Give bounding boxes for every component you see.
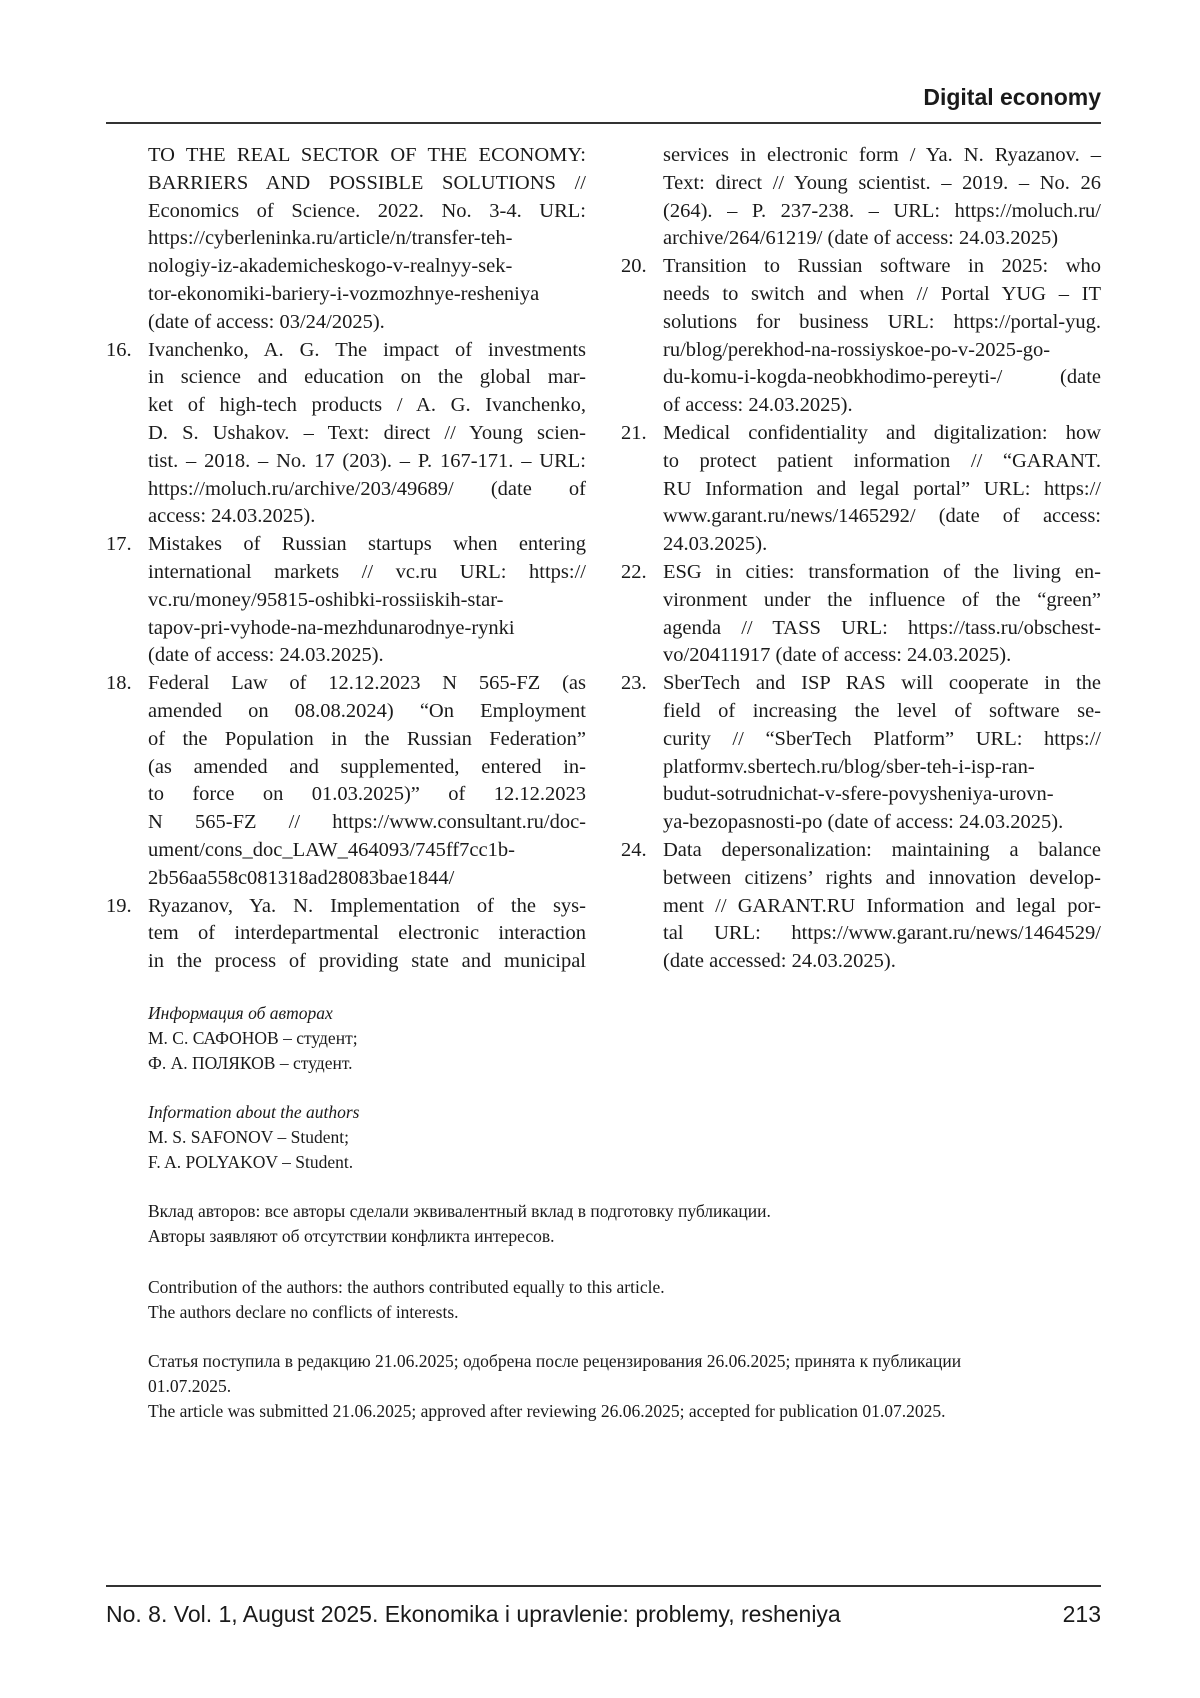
- reference-line: to protect patient information // “GARANT.: [663, 448, 1101, 476]
- reference-item: [621, 670, 1101, 837]
- reference-item: [621, 420, 1101, 559]
- reference-line: Mistakes of Russian startups when entering: [148, 531, 586, 559]
- reference-line: services in electronic form / Ya. N. Ryazanov. –: [663, 142, 1101, 170]
- reference-line: (date accessed: 24.03.2025).: [663, 948, 1101, 976]
- reference-line: ESG in cities: transformation of the living en-: [663, 559, 1101, 587]
- reference-line: RU Information and legal portal” URL: https://: [663, 476, 1101, 504]
- author-ru-1: М. С. САФОНОВ – студент;: [148, 1026, 358, 1051]
- reference-line: solutions for business URL: https://portal-yug.: [663, 309, 1101, 337]
- reference-line: ument/cons_doc_LAW_464093/745ff7cc1b-: [148, 837, 586, 865]
- reference-line: in science and education on the global mar-: [148, 364, 586, 392]
- header-divider: [106, 122, 1101, 124]
- footer-journal: No. 8. Vol. 1, August 2025. Ekonomika i upravlenie: problemy, resheniya: [106, 1601, 841, 1628]
- reference-line: vc.ru/money/95815-oshibki-rossiiskih-star-: [148, 587, 586, 615]
- reference-item: [621, 837, 1101, 976]
- reference-line: platformv.sbertech.ru/blog/sber-teh-i-isp-ran-: [663, 754, 1101, 782]
- contribution-en-line2: The authors declare no conflicts of interests.: [148, 1300, 459, 1325]
- reference-line: needs to switch and when // Portal YUG – IT: [663, 281, 1101, 309]
- reference-line: tem of interdepartmental electronic interaction: [148, 920, 586, 948]
- reference-number: 21.: [621, 420, 647, 448]
- reference-line: tapov-pri-vyhode-na-mezhdunarodnye-rynki: [148, 615, 586, 643]
- reference-line: Ivanchenko, A. G. The impact of investments: [148, 337, 586, 365]
- reference-number: 20.: [621, 253, 647, 281]
- reference-item: [106, 893, 586, 976]
- reference-line: in the process of providing state and municipal: [148, 948, 586, 976]
- reference-line: (date of access: 03/24/2025).: [148, 309, 586, 337]
- reference-line: du-komu-i-kogda-neobkhodimo-pereyti-/ (date: [663, 364, 1101, 392]
- reference-number: 23.: [621, 670, 647, 698]
- author-ru-2: Ф. А. ПОЛЯКОВ – студент.: [148, 1051, 353, 1076]
- reference-line: (264). – P. 237-238. – URL: https://moluch.ru/: [663, 198, 1101, 226]
- reference-line: of the Population in the Russian Federation”: [148, 726, 586, 754]
- reference-line: N 565-FZ // https://www.consultant.ru/doc-: [148, 809, 586, 837]
- reference-line: tor-ekonomiki-bariery-i-vozmozhnye-resheniya: [148, 281, 586, 309]
- contribution-ru-line2: Авторы заявляют об отсутствии конфликта интересов.: [148, 1224, 555, 1249]
- reference-number: 22.: [621, 559, 647, 587]
- reference-line: https://cyberleninka.ru/article/n/transfer-teh-: [148, 225, 586, 253]
- reference-line: vo/20411917 (date of access: 24.03.2025).: [663, 642, 1101, 670]
- reference-number: 18.: [106, 670, 132, 698]
- reference-line: www.garant.ru/news/1465292/ (date of access:: [663, 503, 1101, 531]
- reference-line: ru/blog/perekhod-na-rossiyskoe-po-v-2025-go-: [663, 337, 1101, 365]
- reference-line: SberTech and ISP RAS will cooperate in the: [663, 670, 1101, 698]
- reference-line: Federal Law of 12.12.2023 N 565-FZ (as: [148, 670, 586, 698]
- reference-line: Ryazanov, Ya. N. Implementation of the sys-: [148, 893, 586, 921]
- reference-line: access: 24.03.2025).: [148, 503, 586, 531]
- authors-en-heading: Information about the authors: [148, 1100, 359, 1125]
- reference-line: vironment under the influence of the “green”: [663, 587, 1101, 615]
- reference-line: to force on 01.03.2025)” of 12.12.2023: [148, 781, 586, 809]
- reference-line: budut-sotrudnichat-v-sfere-povysheniya-urovn-: [663, 781, 1101, 809]
- reference-item: [106, 670, 586, 892]
- reference-line: Transition to Russian software in 2025: who: [663, 253, 1101, 281]
- reference-number: 16.: [106, 337, 132, 365]
- references-column-right: [621, 142, 1101, 976]
- reference-line: tist. – 2018. – No. 17 (203). – P. 167-171. – URL:: [148, 448, 586, 476]
- reference-line: archive/264/61219/ (date of access: 24.03.2025): [663, 225, 1101, 253]
- reference-line: ment // GARANT.RU Information and legal por-: [663, 893, 1101, 921]
- reference-line: TO THE REAL SECTOR OF THE ECONOMY:: [148, 142, 586, 170]
- contribution-ru-line1: Вклад авторов: все авторы сделали эквивалентный вклад в подготовку публикации.: [148, 1199, 771, 1224]
- reference-line: of access: 24.03.2025).: [663, 392, 1101, 420]
- dates-en-line: The article was submitted 21.06.2025; approved after reviewing 26.06.2025; accepted for publication 01.07.2025.: [148, 1399, 946, 1424]
- reference-line: tal URL: https://www.garant.ru/news/1464529/: [663, 920, 1101, 948]
- reference-line: 2b56aa558c081318ad28083bae1844/: [148, 865, 586, 893]
- reference-line: Data depersonalization: maintaining a balance: [663, 837, 1101, 865]
- dates-ru-line2: 01.07.2025.: [148, 1374, 231, 1399]
- reference-line: Economics of Science. 2022. No. 3-4. URL:: [148, 198, 586, 226]
- reference-line: amended on 08.08.2024) “On Employment: [148, 698, 586, 726]
- author-en-2: F. A. POLYAKOV – Student.: [148, 1150, 353, 1175]
- reference-item: [106, 531, 586, 670]
- reference-line: Medical confidentiality and digitalization: how: [663, 420, 1101, 448]
- reference-line: international markets // vc.ru URL: https://: [148, 559, 586, 587]
- reference-line: D. S. Ushakov. – Text: direct // Young scien-: [148, 420, 586, 448]
- reference-item: [621, 253, 1101, 420]
- reference-line: (date of access: 24.03.2025).: [148, 642, 586, 670]
- reference-line: ket of high-tech products / A. G. Ivanchenko,: [148, 392, 586, 420]
- reference-item: [621, 559, 1101, 670]
- reference-line: https://moluch.ru/archive/203/49689/ (date of: [148, 476, 586, 504]
- reference-line: nologiy-iz-akademicheskogo-v-realnyy-sek-: [148, 253, 586, 281]
- reference-item: [106, 142, 586, 337]
- page-number: 213: [1063, 1601, 1101, 1628]
- reference-line: agenda // TASS URL: https://tass.ru/obschest-: [663, 615, 1101, 643]
- reference-line: between citizens’ rights and innovation develop-: [663, 865, 1101, 893]
- author-en-1: M. S. SAFONOV – Student;: [148, 1125, 349, 1150]
- reference-line: BARRIERS AND POSSIBLE SOLUTIONS //: [148, 170, 586, 198]
- reference-item: [621, 142, 1101, 253]
- references-column-left: [106, 142, 586, 976]
- reference-number: 17.: [106, 531, 132, 559]
- reference-item: [106, 337, 586, 532]
- reference-line: (as amended and supplemented, entered in-: [148, 754, 586, 782]
- footer-divider: [106, 1585, 1101, 1587]
- reference-line: ya-bezopasnosti-po (date of access: 24.03.2025).: [663, 809, 1101, 837]
- dates-ru-line1: Статья поступила в редакцию 21.06.2025; одобрена после рецензирования 26.06.2025; принята к публикации: [148, 1349, 961, 1374]
- reference-line: 24.03.2025).: [663, 531, 1101, 559]
- reference-number: 24.: [621, 837, 647, 865]
- contribution-en-line1: Contribution of the authors: the authors contributed equally to this article.: [148, 1275, 665, 1300]
- reference-number: 19.: [106, 893, 132, 921]
- reference-line: Text: direct // Young scientist. – 2019. – No. 26: [663, 170, 1101, 198]
- section-title: Digital economy: [923, 84, 1101, 111]
- reference-line: field of increasing the level of software se-: [663, 698, 1101, 726]
- reference-line: curity // “SberTech Platform” URL: https://: [663, 726, 1101, 754]
- authors-ru-heading: Информация об авторах: [148, 1001, 333, 1026]
